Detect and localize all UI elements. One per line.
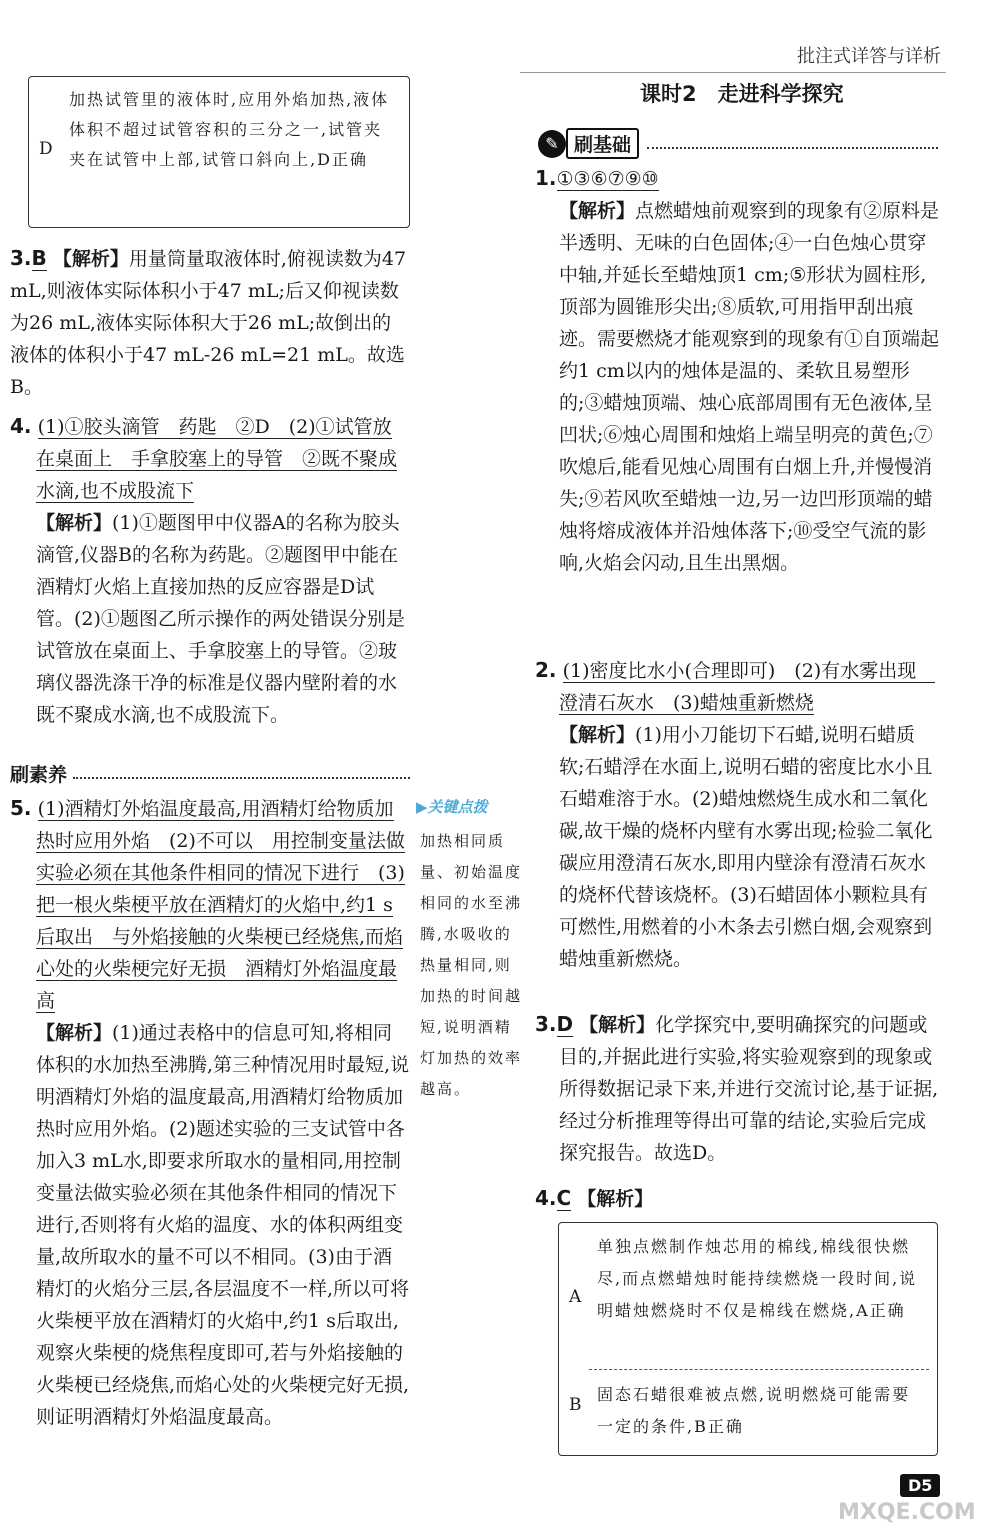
answer-box-d <box>28 76 410 228</box>
answer-text: (1)密度比水小(合理即可) (2)有水雾出现 澄清石灰水 (3)蜡烛重新燃烧 <box>559 660 936 714</box>
watermark: MXQE.COM <box>838 1500 976 1525</box>
row-text: 固态石蜡很难被点燃,说明燃烧可能需要一定的条件,B正确 <box>597 1385 911 1436</box>
running-header: 批注式详答与详析 <box>797 46 941 67</box>
row-letter: B <box>569 1395 582 1415</box>
analysis-label: 【解析】 <box>579 1014 656 1036</box>
page-number: D5 <box>900 1474 940 1497</box>
row-letter: A <box>569 1287 582 1307</box>
question-number: 4. <box>535 1186 557 1210</box>
answer-text: (1)酒精灯外焰温度最高,用酒精灯给物质加热时应用外焰 (2)不可以 用控制变量法做实验必须在其他条件相同的情况下进行 (3)把一根火柴梗平放在酒精灯的火焰中,约1 s后取出 与外焰接触的火柴梗已经烧焦,而焰心处的火柴梗完好无损 酒精灯外焰温度最高 <box>36 798 405 1012</box>
question-5-left <box>10 792 410 1433</box>
table-row-b <box>559 1371 937 1451</box>
analysis-text: 化学探究中,要明确探究的问题或目的,并据此进行实验,将实验观察到的现象或所得数据记录下来,并进行交流讨论,基于证据,经过分析推理等得出可靠的结论,实验后完成探究报告。故选D。 <box>559 1014 939 1164</box>
tip-text: 加热相同质量、初始温度相同的水至沸腾,水吸收的热量相同,则加热的时间越短,说明酒精灯加热的效率越高。 <box>420 832 523 1098</box>
box-text: 加热试管里的液体时,应用外焰加热,液体体积不超过试管容积的三分之一,试管夹夹在试管中上部,试管口斜向上,D正确 <box>69 90 390 169</box>
section-heading-jichu <box>538 128 938 159</box>
analysis-text: (1)①题图甲中仪器A的名称为胶头滴管,仪器B的名称为药匙。②题图甲中能在酒精灯火焰上直接加热的反应容器是D试管。(2)①题图乙所示操作的两处错误分别是试管放在桌面上、手拿胶塞上的导管。②玻璃仪器洗涤干净的标准是仪器内壁附着的水既不聚成水滴,也不成股流下。 <box>36 512 405 726</box>
analysis-label: 【解析】 <box>559 724 636 746</box>
question-4-left <box>10 410 410 731</box>
analysis-text: (1)通过表格中的信息可知,将相同体积的水加热至沸腾,第三种情况用时最短,说明酒精灯外焰的温度最高,用酒精灯给物质加热时应用外焰。(2)题述实验的三支试管中各加入3 mL水,即要求所取水的量相同,用控制变量法做实验必须在其他条件相同的情况下进行,否则将有火焰的温度、水的体积两组变量,故所取水的量不可以不相同。(3)由于酒精灯的火焰分三层,各层温度不一样,所以可将火柴梗平放在酒精灯的火焰中,约1 s后取出,观察火柴梗的烧焦程度即可,若与外焰接触的火柴梗已经烧焦,而焰心处的火柴梗完好无损,则证明酒精灯外焰温度最高。 <box>36 1022 410 1428</box>
box-letter: D <box>39 139 53 159</box>
analysis-text: 用量筒量取液体时,俯视读数为47 mL,则液体实际体积小于47 mL;后又仰视读数为26 mL,液体实际体积大于26 mL;故倒出的液体的体积小于47 mL-26 mL=21 mL。故选B。 <box>10 248 407 398</box>
section-title: 刷基础 <box>566 128 639 159</box>
question-4-right <box>535 1182 940 1215</box>
question-2-right <box>535 654 940 975</box>
answer-choice: B <box>31 246 47 270</box>
header-divider <box>520 72 946 73</box>
pencil-icon: ✎ <box>538 130 566 158</box>
table-row-a <box>559 1223 937 1367</box>
analysis-label: 【解析】 <box>559 200 636 222</box>
row-text: 单独点燃制作烛芯用的棉线,棉线很快燃尽,而点燃蜡烛时能持续燃烧一段时间,说明蜡烛燃烧时不仅是棉线在燃烧,A正确 <box>597 1237 918 1320</box>
question-number: 1. <box>535 166 557 190</box>
section-dots <box>73 769 410 779</box>
answer-choice: C <box>556 1186 572 1210</box>
section-title: 刷素养 <box>10 764 68 786</box>
analysis-text: 点燃蜡烛前观察到的现象有②原料是半透明、无味的白色固体;④一白色烛心贯穿中轴,并延长至蜡烛顶1 cm;⑤形状为圆柱形,顶部为圆锥形尖出;⑧质软,可用指甲刮出痕迹。需要燃烧才能观察到的现象有①自顶端起约1 cm以内的烛体是温的、柔软且易塑形的;③蜡烛顶端、烛心底部周围有无色液体,呈凹状;⑥烛心周围和烛焰上端呈明亮的黄色;⑦吹熄后,能看见烛心周围有白烟上升,并慢慢消失;⑨若风吹至蜡烛一边,另一边凹形顶端的蜡烛将熔成液体并沿烛体落下;⑩受空气流的影响,火焰会闪动,且生出黑烟。 <box>559 200 940 574</box>
answer-text: (1)①胶头滴管 药匙 ②D (2)①试管放在桌面上 手拿胶塞上的导管 ②既不聚成水滴,也不成股流下 <box>36 416 398 502</box>
analysis-label: 【解析】 <box>52 248 129 270</box>
answer-choice: D <box>556 1012 574 1036</box>
analysis-table <box>558 1222 938 1456</box>
question-number: 3. <box>535 1012 557 1036</box>
question-1-right <box>535 162 940 579</box>
lesson-title: 课时2 走进科学探究 <box>640 82 844 106</box>
question-number: 4. <box>10 414 32 438</box>
question-number: 3. <box>10 246 32 270</box>
question-3-left <box>10 242 410 403</box>
answer-text: ①③⑥⑦⑨⑩ <box>556 168 659 190</box>
analysis-label: 【解析】 <box>36 1022 113 1044</box>
analysis-label: 【解析】 <box>577 1188 654 1210</box>
section-dots <box>647 139 938 149</box>
question-3-right <box>535 1008 940 1169</box>
table-row-divider <box>589 1369 929 1370</box>
question-number: 5. <box>10 796 32 820</box>
tip-heading: ▶关键点拨 <box>416 798 488 816</box>
question-number: 2. <box>535 658 557 682</box>
analysis-text: (1)用小刀能切下石蜡,说明石蜡质软;石蜡浮在水面上,说明石蜡的密度比水小且石蜡难溶于水。(2)蜡烛燃烧生成水和二氧化碳,故干燥的烧杯内壁有水雾出现;检验二氧化碳应用澄清石灰水,即用内壁涂有澄清石灰水的烧杯代替该烧杯。(3)石蜡固体小颗粒具有可燃性,用燃着的小木条去引燃白烟,会观察到蜡烛重新燃烧。 <box>559 724 933 970</box>
section-heading-suyang <box>10 760 410 787</box>
analysis-label: 【解析】 <box>36 512 113 534</box>
